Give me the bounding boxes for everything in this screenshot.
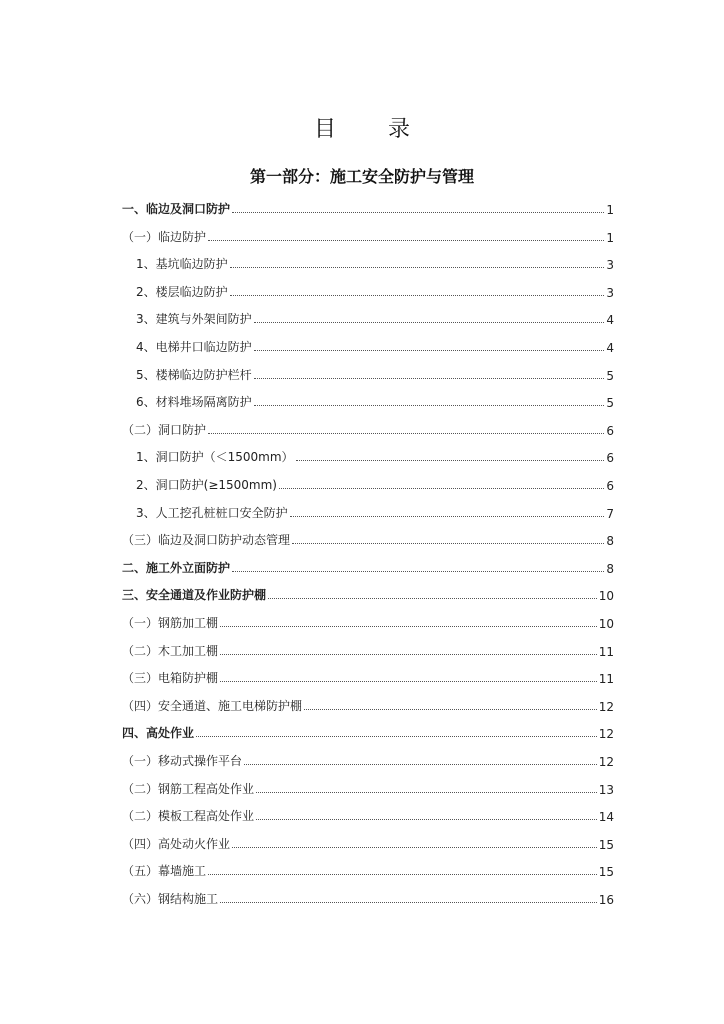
toc-entry-page: 7: [606, 507, 614, 521]
toc-entry-page: 10: [598, 589, 614, 603]
part-title: 第一部分：施工安全防护与管理: [249, 167, 474, 186]
toc-entry-label: （二）钢筋工程高处作业: [122, 782, 255, 796]
toc-entry-label: 一、临边及洞口防护: [122, 202, 231, 216]
toc-entry[interactable]: [122, 832, 614, 852]
toc-entry-label: （一）钢筋加工棚: [122, 616, 219, 630]
toc-entry-label: 6、材料堆场隔离防护: [136, 395, 252, 409]
toc-entry-page: 12: [598, 700, 614, 714]
toc-entry[interactable]: [122, 418, 614, 438]
toc-entry-label: 3、建筑与外架间防护: [136, 312, 252, 326]
toc-entry-page: 8: [606, 534, 614, 548]
toc-leader-dots: [220, 626, 597, 627]
toc-entry[interactable]: [122, 363, 614, 383]
toc-entry-label: 5、楼梯临边防护栏杆: [136, 368, 252, 382]
toc-entry[interactable]: [122, 887, 614, 907]
toc-entry[interactable]: [122, 777, 614, 797]
toc-entry-label: 1、基坑临边防护: [136, 257, 228, 271]
toc-leader-dots: [304, 709, 597, 710]
toc-entry-page: 12: [598, 755, 614, 769]
toc-entry[interactable]: [122, 445, 614, 465]
toc-entry-label: 二、施工外立面防护: [122, 561, 231, 575]
toc-entry-label: 四、高处作业: [122, 726, 195, 740]
toc-entry[interactable]: [122, 501, 614, 521]
toc-entry[interactable]: [122, 280, 614, 300]
toc-entry-page: 16: [598, 893, 614, 907]
toc-entry-page: 3: [606, 286, 614, 300]
toc-entry[interactable]: [122, 666, 614, 686]
toc-leader-dots: [208, 240, 604, 241]
toc-leader-dots: [254, 322, 605, 323]
toc-entry-page: 15: [598, 838, 614, 852]
toc-entry-page: 4: [606, 313, 614, 327]
toc-entry-label: 2、楼层临边防护: [136, 285, 228, 299]
toc-entry[interactable]: [122, 473, 614, 493]
toc-entry[interactable]: [122, 556, 614, 576]
toc-entry-label: 4、电梯井口临边防护: [136, 340, 252, 354]
toc-leader-dots: [254, 405, 605, 406]
toc-entry-page: 5: [606, 369, 614, 383]
toc-entry-page: 14: [598, 810, 614, 824]
toc-entry-label: （一）移动式操作平台: [122, 754, 243, 768]
toc-entry-label: （六）钢结构施工: [122, 892, 219, 906]
toc-entry-label: 1、洞口防护（＜1500mm）: [136, 450, 294, 464]
title-left-char: 目: [313, 117, 336, 142]
toc-entry[interactable]: [122, 859, 614, 879]
toc-leader-dots: [296, 460, 605, 461]
toc-entry[interactable]: [122, 749, 614, 769]
toc-entry-label: （三）电箱防护棚: [122, 671, 219, 685]
toc-leader-dots: [292, 543, 604, 544]
toc-leader-dots: [208, 433, 604, 434]
toc-entry-label: （二）模板工程高处作业: [122, 809, 255, 823]
toc-entry[interactable]: [122, 335, 614, 355]
toc-entry-page: 13: [598, 783, 614, 797]
toc-leader-dots: [254, 350, 605, 351]
toc-entry-page: 3: [606, 258, 614, 272]
toc-leader-dots: [232, 571, 604, 572]
toc-entry-label: （二）木工加工棚: [122, 644, 219, 658]
toc-leader-dots: [268, 598, 597, 599]
toc-entry[interactable]: [122, 694, 614, 714]
toc-entry[interactable]: [122, 528, 614, 548]
toc-entry-page: 5: [606, 396, 614, 410]
toc-entry-label: （四）安全通道、施工电梯防护棚: [122, 699, 303, 713]
toc-entry[interactable]: [122, 721, 614, 741]
toc-entry[interactable]: [122, 225, 614, 245]
toc-entry[interactable]: [122, 252, 614, 272]
toc-entry-label: 2、洞口防护(≥1500mm): [136, 478, 277, 492]
toc-leader-dots: [220, 902, 597, 903]
toc-entry[interactable]: [122, 583, 614, 603]
toc-leader-dots: [220, 681, 597, 682]
toc-entry-page: 1: [606, 231, 614, 245]
toc-leader-dots: [208, 874, 597, 875]
toc-entry-page: 12: [598, 727, 614, 741]
toc-entry-label: （三）临边及洞口防护动态管理: [122, 533, 291, 547]
toc-entry-page: 6: [606, 451, 614, 465]
toc-entry-label: 3、人工挖孔桩桩口安全防护: [136, 506, 288, 520]
toc-entry[interactable]: [122, 804, 614, 824]
toc-entry-page: 10: [598, 617, 614, 631]
toc-leader-dots: [254, 378, 605, 379]
title-right-char: 录: [388, 117, 411, 142]
toc-entry-page: 8: [606, 562, 614, 576]
toc-leader-dots: [220, 654, 597, 655]
toc-entry-page: 6: [606, 424, 614, 438]
toc-entry-page: 4: [606, 341, 614, 355]
toc-leader-dots: [232, 847, 597, 848]
toc-entry[interactable]: [122, 307, 614, 327]
toc-leader-dots: [279, 488, 604, 489]
page-title: [0, 112, 724, 143]
toc-entry-label: （一）临边防护: [122, 230, 207, 244]
toc-leader-dots: [230, 267, 605, 268]
toc-entry-page: 6: [606, 479, 614, 493]
toc-leader-dots: [232, 212, 604, 213]
toc-leader-dots: [290, 516, 605, 517]
toc-entry-label: 三、安全通道及作业防护棚: [122, 588, 267, 602]
toc-entry-page: 11: [598, 645, 614, 659]
toc-entry-label: （五）幕墙施工: [122, 864, 207, 878]
toc-entry-page: 1: [606, 203, 614, 217]
toc-leader-dots: [230, 295, 605, 296]
toc-entry-page: 15: [598, 865, 614, 879]
toc-entry-label: （二）洞口防护: [122, 423, 207, 437]
toc-leader-dots: [256, 792, 597, 793]
toc-entry[interactable]: [122, 611, 614, 631]
toc-entry-page: 11: [598, 672, 614, 686]
toc-entry[interactable]: [122, 390, 614, 410]
toc-leader-dots: [244, 764, 597, 765]
toc-entry-label: （四）高处动火作业: [122, 837, 231, 851]
toc-leader-dots: [256, 819, 597, 820]
toc-entry[interactable]: [122, 197, 614, 217]
toc-leader-dots: [196, 736, 597, 737]
toc-entry[interactable]: [122, 639, 614, 659]
